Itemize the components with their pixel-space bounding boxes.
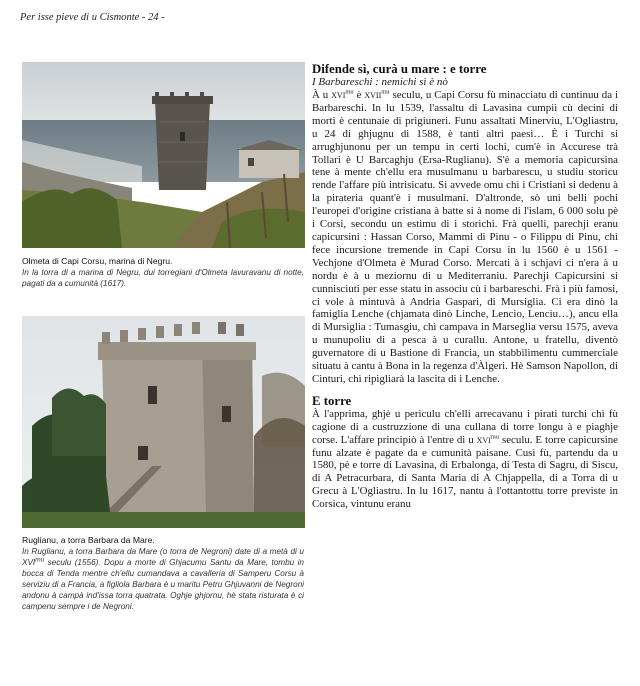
caption-barbara-text-b: seculu (1556). Dopu a morte di Ghjacumu Santu da Mare, tombu in bocca di Tenda mentre ch'ellu cumandava a cavalleria di Samperu Corsu à serviziu di a Francia, a figliola Barbara è u maritu Petru Ghjuvanni de Negroni andonu à campà ind'issa torra quatrata. Oghje ghjornu, hè stata risturata è ci campenu sempre i de Negroni. [22,558,304,611]
body-text-b: è [353,89,365,101]
section-heading-torre: E torre [312,393,352,408]
caption-barbara-text-a: In Ruglianu, a torra Barbara da Mare (o torra de Negroni) date di a metà di u XVI [22,547,304,567]
torre-century-xvi: xvi [476,433,491,446]
olmeta-tower-image [22,62,305,248]
running-head: Per isse pieve di u Cismonte - 24 - [20,12,165,23]
article-column [312,62,618,511]
caption-olmeta [22,256,304,289]
caption-olmeta-title: Olmeta di Capi Corsu, marina di Negru. [22,256,173,266]
section-body-torre [312,408,618,511]
photo-barbara-tower [22,316,305,528]
caption-barbara-text [22,546,304,612]
section-body-barbareschi [312,89,618,386]
century-xvi: xvi [331,89,346,101]
caption-barbara [22,535,304,612]
century-xvii-sup: mu [381,88,390,96]
caption-barbara-sup: mu [35,556,45,564]
torre-text-a: À l'apprima, ghjè u periculu ch'elli arrecavanu i pirati turchi chì fù cagione di a custruzzione di una cullana di torre longu à e piaghje corse. L'affare principiò à l'entre di u [312,407,618,446]
photo-olmeta-tower [22,62,305,248]
section-subheading-barbareschi: I Barbareschi : nemichi sì è nò [312,76,448,88]
body-text-a: À u [312,89,332,101]
barbara-tower-image [22,316,305,528]
section-heading-defense: Difende sì, curà u mare : e torre [312,62,487,76]
body-text-c: seculu, u Capi Corsu fù minacciatu di cuntinuu da i Barbareschi. In lu 1539, l'assaltu di Lavasina cumpiì cù decini di morti è centunaie di prigiuneri. Funu assaltati Minerviu, L'Ogliastru, u 24 di ghjugnu di 1588, è tanti altri paesi… È i Turchi si arrughjunonu per un tempu in certi lochi, cum'è in Accurese trà Tollari è U Barcaghju (Ersa-Ruglianu). S'è a memoria capicursina tene à mente ch'ellu era musulmanu u barbarescu, u studiu storicu rende l'affare più intrisicatu. Si avvede omu chì i Cristiani si dedenu à la pirateria quant'è i musulmani. D'altronde, sò uni belli pochi l'europei d'origine cristiana à batte si à nome di l'islam, 6 000 solu pè i Corsi, secondu un estimu di i storichi. Frà quelli, parechji eranu capicursini : Hassan Corso, Mammi di Pinu - o Filippu di Pinu, chì fece incursione tremende in Capi Corsu in lu 1560 è u 1561 - Vechjone d'Olmeta è Murad Corso. Mercati à i schjavi ci n'era à u nordu è à u meziornu di u Mediterraniu. Parechji Capicursini si cunnisciuti per esse statu in associu cù i barbareschi. Frà i più famosi, ci vole à mintuvà à Andria Gaspari, di Mursiglia. Ci era dinò la famiglia Lenche (chjamata dinò Linche, Lencio, Lenciu…), ancu ella di Mursiglia : Tumasgiu, chì campava in Marseglia versu 1575, aveva u munupoliu di a pesca à u curallu. Antone, u fratellu, diventò guvernatore di u Bastione di Francia, un stabbilimentu cummerciale situatu à cantu à Bona in la regenza d'Àlgeri. Hè Samson Napollon, di Cinturi, chì ripigliarà la lascita di i Lenche. [312,89,618,385]
caption-olmeta-text: In la torra di a marina di Negru, dui torregiani d'Olmeta lavuravanu di notte, pagati da a cumunità (1617). [22,268,304,288]
torre-text-b: seculu. E torre capicursine funu alzate è pagate da e cumunità paisane. Cusì fù, partendu da u 1580, pè e torre di Lavasina, di Erbalonga, di Testa di Sagru, di Siscu, di A Petracurbara, di Santa Maria di A Chjappella, di a Torra di u Grecu à L'Ogliastru. In lu 1617, nantu à l'ottantottu torre previste in Corsica, vintunu eranu [312,433,618,511]
century-xvii: xvii [364,89,382,101]
century-xvi-sup: mu [345,88,354,96]
torre-century-sup: mu [490,433,500,441]
caption-barbara-title: Ruglianu, a torra Barbara da Mare. [22,535,155,545]
